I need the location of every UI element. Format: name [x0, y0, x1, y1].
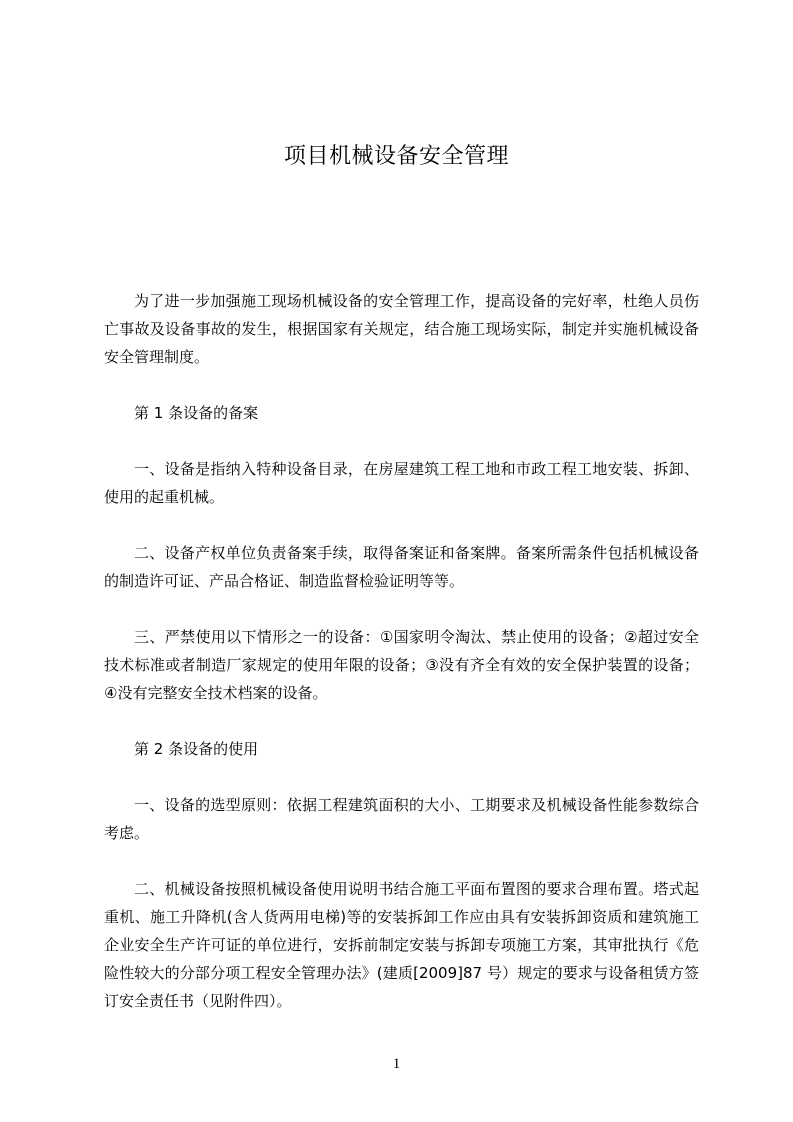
page-number: 1 [392, 1056, 401, 1072]
section-1-paragraph-2: 二、设备产权单位负责备案手续，取得备案证和备案牌。备案所需条件包括机械设备的制造许可证、产品合格证、制造监督检验证明等等。 [104, 544, 699, 590]
section-1-paragraph-3: 三、严禁使用以下情形之一的设备：①国家明令淘汰、禁止使用的设备；②超过安全技术标准或者制造厂家规定的使用年限的设备；③没有齐全有效的安全保护装置的设备；④没有完整安全技术档案的设备。 [104, 628, 699, 702]
section-2-heading: 第 2 条设备的使用 [134, 740, 259, 758]
intro-paragraph: 为了进一步加强施工现场机械设备的安全管理工作，提高设备的完好率，杜绝人员伤亡事故及设备事故的发生，根据国家有关规定，结合施工现场实际，制定并实施机械设备安全管理制度。 [104, 292, 699, 366]
document-title: 项目机械设备安全管理 [283, 144, 509, 169]
document-body [104, 287, 699, 1043]
section-2-paragraph-2: 二、机械设备按照机械设备使用说明书结合施工平面布置图的要求合理布置。塔式起重机、施工升降机(含人货两用电梯)等的安装拆卸工作应由具有安装拆卸资质和建筑施工企业安全生产许可证的单位进行，安拆前制定安装与拆卸专项施工方案，其审批执行《危险性较大的分部分项工程安全管理办法》(建质[2009]87 号）规定的要求与设备租赁方签订安全责任书（见附件四）。 [104, 880, 699, 1010]
section-1-heading: 第 1 条设备的备案 [134, 404, 259, 422]
section-2-paragraph-1: 一、设备的选型原则：依据工程建筑面积的大小、工期要求及机械设备性能参数综合考虑。 [104, 796, 699, 842]
section-1-paragraph-1: 一、设备是指纳入特种设备目录，在房屋建筑工程工地和市政工程工地安装、拆卸、使用的起重机械。 [104, 460, 699, 506]
